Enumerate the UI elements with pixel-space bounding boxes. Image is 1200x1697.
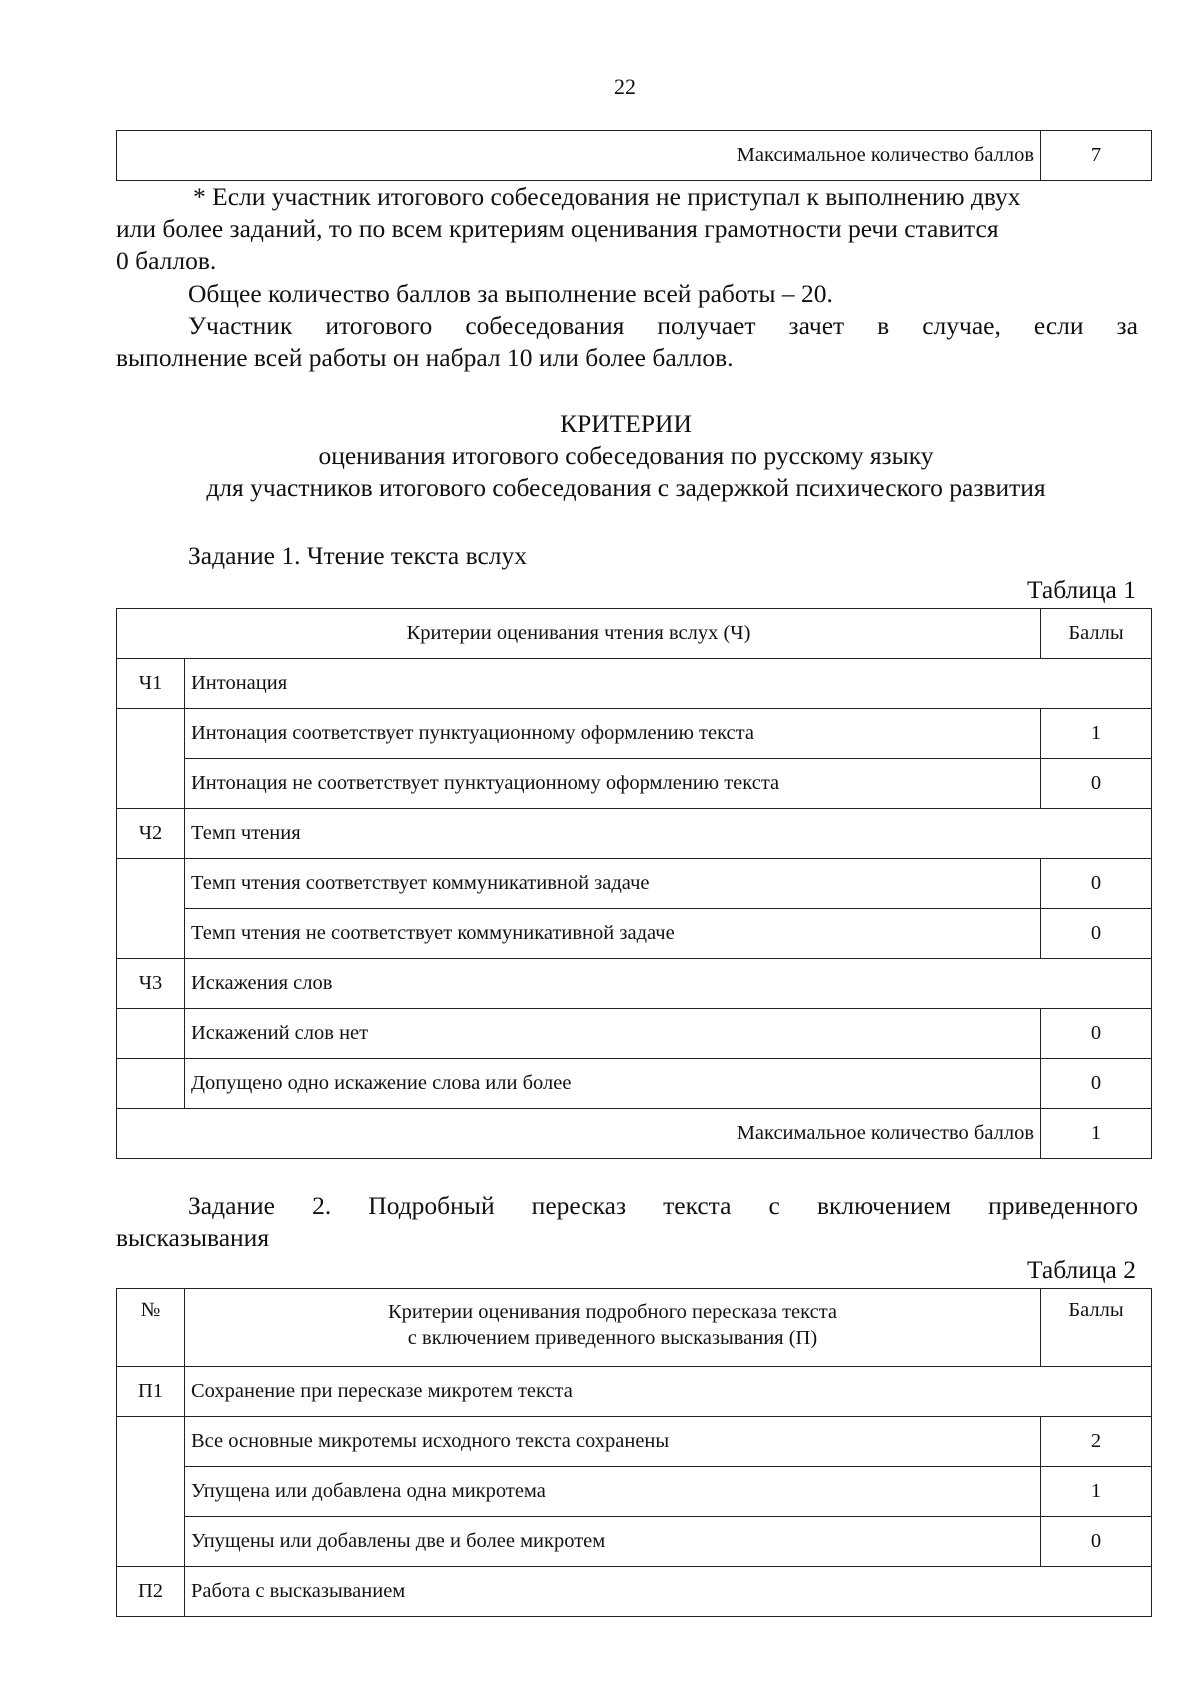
criterion-item: Упущена или добавлена одна микротема [185, 1467, 1041, 1517]
table-2 [116, 1288, 1152, 1617]
word: 2. [312, 1191, 332, 1220]
word: пересказ [531, 1191, 627, 1220]
empty-cell [117, 1009, 185, 1059]
criterion-points: 0 [1041, 909, 1152, 959]
criterion-item: Интонация не соответствует пунктуационному оформлению текста [185, 759, 1041, 809]
page-number: 22 [614, 74, 636, 99]
table1-header [117, 609, 1152, 659]
table-row [117, 1567, 1152, 1617]
table-row [117, 1367, 1152, 1417]
criterion-code: Ч2 [117, 809, 185, 859]
criteria-header-line-2: с включением приведенного высказывания (П) [407, 1327, 818, 1349]
criterion-points: 0 [1041, 1517, 1152, 1567]
criteria-subtitle-2: для участников итогового собеседования с задержкой психического развития [206, 473, 1046, 502]
criterion-points: 1 [1041, 709, 1152, 759]
word: приведенного [988, 1191, 1138, 1220]
table1-points-header: Баллы [1041, 609, 1152, 659]
empty-cell [117, 859, 185, 959]
word: за [1116, 311, 1138, 340]
criteria-header-line-1: Критерии оценивания подробного пересказа текста [387, 1301, 838, 1323]
word: включением [816, 1191, 952, 1220]
empty-cell [117, 1417, 185, 1567]
word: итогового [325, 311, 433, 340]
word: Подробный [368, 1191, 495, 1220]
pass-line-2: выполнение всей работы он набрал 10 или более баллов. [116, 343, 734, 372]
task1-heading: Задание 1. Чтение текста вслух [188, 541, 528, 570]
criterion-title: Интонация [185, 659, 1152, 709]
max-score-value: 7 [1041, 131, 1152, 181]
table2-header [117, 1289, 1152, 1367]
criterion-points: 0 [1041, 859, 1152, 909]
criterion-item: Темп чтения соответствует коммуникативной задаче [185, 859, 1041, 909]
table-row [117, 909, 1152, 959]
number-header: № [117, 1289, 185, 1367]
criterion-item: Все основные микротемы исходного текста сохранены [185, 1417, 1041, 1467]
criterion-item: Допущено одно искажение слова или более [185, 1059, 1041, 1109]
table2-criteria-header [185, 1289, 1041, 1367]
table2-label: Таблица 2 [1026, 1255, 1136, 1284]
criterion-code: Ч3 [117, 959, 185, 1009]
note-line-1: * Если участник итогового собеседования не приступал к выполнению двух [193, 182, 1021, 211]
word: текста [663, 1191, 732, 1220]
table1-label: Таблица 1 [1026, 575, 1136, 604]
table-row [117, 1467, 1152, 1517]
criterion-code: П1 [117, 1367, 185, 1417]
criterion-points: 0 [1041, 1059, 1152, 1109]
top-score-table [116, 130, 1152, 181]
table-row [117, 809, 1152, 859]
table2-points-header: Баллы [1041, 1289, 1152, 1367]
table-1 [116, 608, 1152, 1159]
criteria-title: КРИТЕРИИ [560, 409, 692, 438]
word: Задание [188, 1191, 275, 1220]
criterion-code: Ч1 [117, 659, 185, 709]
max-score-value: 1 [1041, 1109, 1152, 1159]
max-score-label: Максимальное количество баллов [117, 1109, 1041, 1159]
criterion-item: Темп чтения не соответствует коммуникативной задаче [185, 909, 1041, 959]
criterion-points: 2 [1041, 1417, 1152, 1467]
criterion-item: Упущены или добавлены две и более микротем [185, 1517, 1041, 1567]
empty-cell [117, 1059, 185, 1109]
criterion-title: Работа с высказыванием [185, 1567, 1152, 1617]
word: зачет [788, 311, 845, 340]
word: получает [657, 311, 756, 340]
note-line-2: или более заданий, то по всем критериям оценивания грамотности речи ставится [116, 214, 999, 243]
note-line-3: 0 баллов. [116, 246, 217, 275]
table-row [117, 1009, 1152, 1059]
criterion-item: Интонация соответствует пунктуационному оформлению текста [185, 709, 1041, 759]
max-score-label: Максимальное количество баллов [117, 131, 1041, 181]
word: если [1033, 311, 1084, 340]
table-row [117, 1517, 1152, 1567]
criterion-points: 0 [1041, 759, 1152, 809]
criterion-title: Искажения слов [185, 959, 1152, 1009]
table-row [117, 959, 1152, 1009]
table-row [117, 659, 1152, 709]
word: Участник [188, 311, 293, 340]
criterion-title: Темп чтения [185, 809, 1152, 859]
criteria-subtitle-1: оценивания итогового собеседования по русскому языку [318, 441, 934, 470]
table-row [117, 859, 1152, 909]
task2-heading-line-2: высказывания [116, 1223, 270, 1252]
criterion-title: Сохранение при пересказе микротем текста [185, 1367, 1152, 1417]
empty-cell [117, 709, 185, 809]
table-row [117, 1417, 1152, 1467]
table-row [117, 759, 1152, 809]
word: собеседования [465, 311, 625, 340]
table1-max-row [117, 1109, 1152, 1159]
criterion-item: Искажений слов нет [185, 1009, 1041, 1059]
table1-criteria-header: Критерии оценивания чтения вслух (Ч) [117, 609, 1041, 659]
pass-line-1 [188, 310, 1138, 342]
table-row [117, 709, 1152, 759]
criterion-points: 1 [1041, 1467, 1152, 1517]
table-row [117, 1059, 1152, 1109]
task2-heading-line-1 [188, 1190, 1138, 1222]
word: в [877, 311, 890, 340]
total-score-text: Общее количество баллов за выполнение всей работы – 20. [188, 279, 833, 308]
criterion-code: П2 [117, 1567, 185, 1617]
criterion-points: 0 [1041, 1009, 1152, 1059]
word: случае, [922, 311, 1001, 340]
word: с [768, 1191, 780, 1220]
